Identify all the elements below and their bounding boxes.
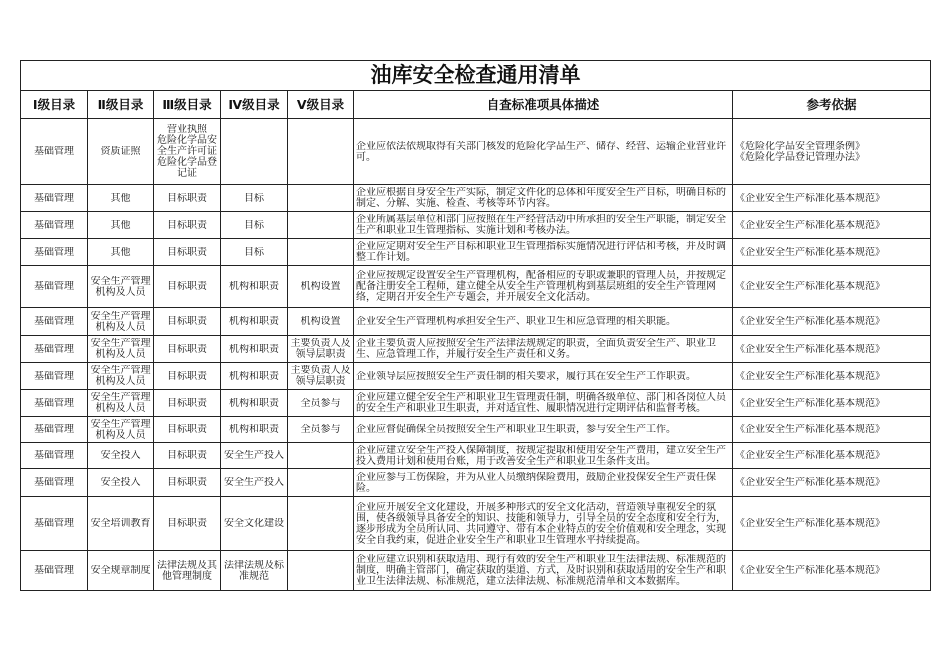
table-row [21, 390, 931, 417]
level3-cell [154, 390, 221, 417]
level2-cell [88, 119, 154, 185]
level2-cell [88, 336, 154, 363]
level5-cell [288, 363, 354, 390]
level1-cell-text: 基础管理 [34, 397, 74, 409]
reference-cell [733, 119, 931, 185]
description-cell [354, 212, 733, 239]
level5-cell [288, 497, 354, 551]
level4-cell-text: 目标 [244, 246, 264, 258]
reference-cell [733, 239, 931, 266]
description-cell-text: 企业应依法依规取得有关部门核发的危险化学品生产、储存、经营、运输企业营业许可。 [356, 140, 726, 163]
level2-cell-text: 安全投入 [100, 477, 141, 488]
level2-cell-text: 安全培训教育 [90, 518, 151, 529]
level5-cell [288, 308, 354, 336]
level1-cell [21, 266, 88, 308]
level3-cell [154, 119, 221, 185]
level5-cell-text: 机构设置 [300, 281, 341, 292]
level2-cell-text: 安全投入 [100, 450, 141, 461]
table-row [21, 497, 931, 551]
level1-cell [21, 551, 88, 591]
table-row [21, 119, 931, 185]
level2-cell-text: 其他 [110, 219, 131, 231]
level3-cell-text: 目标职责 [167, 192, 207, 204]
table-row [21, 443, 931, 469]
level4-cell-text: 目标 [244, 219, 264, 231]
description-cell [354, 308, 733, 336]
level1-cell-text: 基础管理 [34, 192, 74, 204]
level3-cell [154, 308, 221, 336]
level2-cell [88, 239, 154, 266]
checklist-table [20, 60, 931, 591]
description-cell-text: 企业应建立识别和获取适用、现行有效的安全生产和职业卫生法律法规、标准规范的制度，明确主管部门，确定获取的渠道、方式，及时识别和获取适用的安全生产和职业卫生法律法规、标准规范，建立法律法规、标准规范清单和文本数据库。 [356, 554, 726, 587]
level5-cell-text: 全员参与 [300, 397, 341, 409]
level2-cell [88, 469, 154, 497]
level5-cell [288, 390, 354, 417]
header-level5: Ⅴ级目录 [288, 91, 354, 119]
level2-cell [88, 551, 154, 591]
table-row [21, 266, 931, 308]
reference-cell-text: 《企业安全生产标准化基本规范》 [735, 565, 885, 576]
level5-cell [288, 469, 354, 497]
level4-cell [221, 266, 288, 308]
level1-cell [21, 443, 88, 469]
level5-cell-text: 机构设置 [300, 316, 341, 327]
level5-cell [288, 119, 354, 185]
reference-cell [733, 212, 931, 239]
description-cell-text: 企业应开展安全文化建设，开展多种形式的安全文化活动，营造领导重视安全的氛围，使各级领导具备安全的知识、技能和领导力，引导全员的安全态度和安全行为，逐步形成为全员所认同、共同遵守、带有本企业特点的安全价值观和安全理念，实现安全自我约束，促进企业安全生产和职业卫生管理水平持续提高。 [356, 501, 726, 546]
description-cell [354, 551, 733, 591]
level1-cell [21, 363, 88, 390]
reference-cell [733, 185, 931, 212]
level1-cell-text: 基础管理 [34, 316, 74, 327]
reference-cell [733, 417, 931, 443]
level5-cell [288, 551, 354, 591]
level3-cell-text: 目标职责 [167, 518, 207, 529]
page-title: 油库安全检查通用清单 [21, 61, 931, 91]
reference-cell-text: 《企业安全生产标准化基本规范》 [735, 518, 885, 529]
level2-cell [88, 363, 154, 390]
level2-cell [88, 185, 154, 212]
level2-cell [88, 308, 154, 336]
level5-cell [288, 417, 354, 443]
level5-cell [288, 266, 354, 308]
description-cell [354, 497, 733, 551]
description-cell-text: 企业主要负责人应按照安全生产法律法规规定的职责，全面负责安全生产、职业卫生、应急管理工作，并履行安全生产责任和义务。 [356, 338, 716, 360]
reference-cell [733, 551, 931, 591]
level1-cell [21, 308, 88, 336]
description-cell [354, 390, 733, 417]
level4-cell [221, 363, 288, 390]
table-row [21, 417, 931, 443]
level4-cell [221, 390, 288, 417]
level2-cell-text: 安全生产管理机构及人员 [90, 365, 151, 387]
level2-cell-text: 安全生产管理机构及人员 [90, 338, 151, 360]
level3-cell [154, 239, 221, 266]
level2-cell-text: 安全规章制度 [90, 565, 151, 576]
reference-cell [733, 390, 931, 417]
reference-cell [733, 336, 931, 363]
level3-cell-text: 目标职责 [167, 477, 207, 488]
level1-cell-text: 基础管理 [34, 343, 74, 355]
header-level2: Ⅱ级目录 [88, 91, 154, 119]
level1-cell [21, 212, 88, 239]
description-cell-text: 企业领导层应按照安全生产责任制的相关要求，履行其在安全生产工作职责。 [356, 370, 696, 382]
description-cell-text: 企业应参与工伤保险，并为从业人员缴纳保险费用，鼓励企业投保安全生产责任保险。 [356, 471, 716, 494]
level4-cell-text: 安全文化建设 [224, 518, 284, 529]
description-cell-text: 企业应定期对安全生产目标和职业卫生管理指标实施情况进行评估和考核，并及时调整工作计划。 [356, 241, 726, 263]
level2-cell [88, 417, 154, 443]
level4-cell [221, 443, 288, 469]
level2-cell [88, 497, 154, 551]
level4-cell-text: 安全生产投入 [224, 450, 284, 461]
level3-cell-text: 目标职责 [167, 343, 207, 355]
reference-cell-text: 《危险化学品安全管理条例》 《危险化学品登记管理办法》 [735, 140, 865, 163]
table-row [21, 239, 931, 266]
description-cell-text: 企业应建立健全安全生产和职业卫生管理责任制，明确各级单位、部门和各岗位人员的安全生产和职业卫生职责，并对适宜性、履职情况进行定期评估和监督考核。 [356, 392, 726, 414]
level1-cell [21, 239, 88, 266]
level1-cell-text: 基础管理 [34, 424, 74, 435]
description-cell-text: 企业应建立安全生产投入保障制度，按规定提取和使用安全生产费用，建立安全生产投入费用计划和使用台账，用于改善安全生产和职业卫生条件支出。 [356, 444, 726, 467]
level4-cell-text: 机构和职责 [229, 316, 279, 327]
level4-cell-text: 机构和职责 [229, 424, 279, 435]
level3-cell-text: 目标职责 [167, 219, 207, 231]
description-cell [354, 336, 733, 363]
level3-cell [154, 469, 221, 497]
level4-cell [221, 469, 288, 497]
level1-cell-text: 基础管理 [34, 450, 74, 461]
description-cell-text: 企业所属基层单位和部门应按照在生产经营活动中所承担的安全生产职能，制定安全生产和职业卫生管理指标、实施计划和考核办法。 [356, 214, 726, 236]
header-reference: 参考依据 [733, 91, 931, 119]
level1-cell [21, 185, 88, 212]
level4-cell [221, 551, 288, 591]
level4-cell-text: 机构和职责 [229, 397, 279, 409]
level4-cell-text: 机构和职责 [229, 343, 279, 355]
level5-cell-text: 主要负责人及领导层职责 [290, 338, 351, 360]
level5-cell [288, 443, 354, 469]
table-row [21, 469, 931, 497]
level2-cell-text: 其他 [110, 246, 131, 258]
level1-cell [21, 119, 88, 185]
level2-cell [88, 266, 154, 308]
level4-cell [221, 336, 288, 363]
level1-cell-text: 基础管理 [34, 281, 74, 292]
description-cell-text: 企业应督促确保全员按照安全生产和职业卫生职责，参与安全生产工作。 [356, 424, 676, 435]
level2-cell-text: 安全生产管理机构及人员 [90, 310, 151, 333]
level4-cell [221, 212, 288, 239]
table-row [21, 336, 931, 363]
level4-cell [221, 185, 288, 212]
description-cell [354, 185, 733, 212]
description-cell-text: 企业应根据自身安全生产实际，制定文件化的总体和年度安全生产目标，明确目标的制定、分解、实施、检查、考核等环节内容。 [356, 187, 726, 209]
level3-cell-text: 目标职责 [167, 450, 207, 461]
level1-cell-text: 基础管理 [34, 370, 74, 382]
level2-cell-text: 其他 [110, 192, 131, 204]
level3-cell-text: 目标职责 [167, 281, 207, 292]
reference-cell [733, 443, 931, 469]
reference-cell-text: 《企业安全生产标准化基本规范》 [735, 246, 885, 258]
level3-cell-text: 目标职责 [167, 397, 207, 409]
level1-cell [21, 469, 88, 497]
level1-cell-text: 基础管理 [34, 565, 74, 576]
reference-cell-text: 《企业安全生产标准化基本规范》 [735, 450, 885, 461]
level4-cell [221, 239, 288, 266]
table-row [21, 551, 931, 591]
reference-cell [733, 308, 931, 336]
description-cell [354, 417, 733, 443]
reference-cell-text: 《企业安全生产标准化基本规范》 [735, 424, 885, 435]
level4-cell [221, 497, 288, 551]
description-cell [354, 363, 733, 390]
table-row [21, 212, 931, 239]
description-cell [354, 119, 733, 185]
level2-cell-text: 安全生产管理机构及人员 [90, 392, 151, 414]
header-level4: Ⅳ级目录 [221, 91, 288, 119]
table-row [21, 185, 931, 212]
level4-cell-text: 目标 [244, 192, 264, 204]
reference-cell-text: 《企业安全生产标准化基本规范》 [735, 477, 885, 488]
description-cell [354, 239, 733, 266]
level3-cell [154, 185, 221, 212]
level1-cell-text: 基础管理 [34, 246, 74, 258]
reference-cell-text: 《企业安全生产标准化基本规范》 [735, 316, 885, 327]
level2-cell-text: 资质证照 [100, 146, 141, 157]
level3-cell [154, 443, 221, 469]
table-row [21, 363, 931, 390]
level3-cell [154, 551, 221, 591]
level2-cell-text: 安全生产管理机构及人员 [90, 418, 151, 441]
level3-cell [154, 497, 221, 551]
level1-cell-text: 基础管理 [34, 219, 74, 231]
description-cell [354, 266, 733, 308]
description-cell [354, 443, 733, 469]
level3-cell [154, 363, 221, 390]
level3-cell [154, 212, 221, 239]
header-row [21, 91, 931, 119]
level4-cell [221, 308, 288, 336]
level3-cell [154, 266, 221, 308]
level3-cell-text: 营业执照 危险化学品安全生产许可证 危险化学品登记证 [157, 124, 217, 179]
level5-cell [288, 239, 354, 266]
description-cell [354, 469, 733, 497]
level3-cell [154, 417, 221, 443]
level4-cell [221, 119, 288, 185]
level3-cell [154, 336, 221, 363]
level5-cell-text: 主要负责人及领导层职责 [290, 365, 351, 387]
header-description: 自查标准项具体描述 [354, 91, 733, 119]
level4-cell-text: 机构和职责 [229, 281, 279, 292]
level2-cell [88, 443, 154, 469]
level2-cell [88, 390, 154, 417]
level1-cell [21, 336, 88, 363]
level4-cell-text: 安全生产投入 [224, 477, 284, 488]
table-row [21, 308, 931, 336]
level4-cell-text: 法律法规及标准规范 [224, 559, 284, 582]
description-cell-text: 企业安全生产管理机构承担安全生产、职业卫生和应急管理的相关职能。 [356, 316, 676, 327]
level2-cell [88, 212, 154, 239]
description-cell-text: 企业应按规定设置安全生产管理机构，配备相应的专职或兼职的管理人员，并按规定配备注册安全工程师，建立健全从安全生产管理机构到基层班组的安全生产管理网络，定期召开安全生产专题会，并开展安全文化活动。 [356, 270, 726, 303]
level1-cell [21, 390, 88, 417]
level5-cell [288, 212, 354, 239]
level3-cell-text: 目标职责 [167, 246, 207, 258]
reference-cell-text: 《企业安全生产标准化基本规范》 [735, 343, 885, 355]
level5-cell [288, 336, 354, 363]
reference-cell-text: 《企业安全生产标准化基本规范》 [735, 370, 885, 382]
header-level3: Ⅲ级目录 [154, 91, 221, 119]
reference-cell-text: 《企业安全生产标准化基本规范》 [735, 219, 885, 231]
reference-cell [733, 363, 931, 390]
level3-cell-text: 目标职责 [167, 316, 207, 327]
reference-cell [733, 497, 931, 551]
level3-cell-text: 目标职责 [167, 370, 207, 382]
level5-cell-text: 全员参与 [300, 424, 341, 435]
level1-cell [21, 417, 88, 443]
reference-cell [733, 469, 931, 497]
level4-cell-text: 机构和职责 [229, 370, 279, 382]
reference-cell [733, 266, 931, 308]
reference-cell-text: 《企业安全生产标准化基本规范》 [735, 192, 885, 204]
reference-cell-text: 《企业安全生产标准化基本规范》 [735, 397, 885, 409]
level4-cell [221, 417, 288, 443]
reference-cell-text: 《企业安全生产标准化基本规范》 [735, 281, 885, 292]
level1-cell [21, 497, 88, 551]
level2-cell-text: 安全生产管理机构及人员 [90, 275, 151, 298]
header-level1: Ⅰ级目录 [21, 91, 88, 119]
level3-cell-text: 法律法规及其他管理制度 [157, 559, 217, 582]
level1-cell-text: 基础管理 [34, 477, 74, 488]
level1-cell-text: 基础管理 [34, 146, 74, 157]
level5-cell [288, 185, 354, 212]
level1-cell-text: 基础管理 [34, 518, 74, 529]
level3-cell-text: 目标职责 [167, 424, 207, 435]
